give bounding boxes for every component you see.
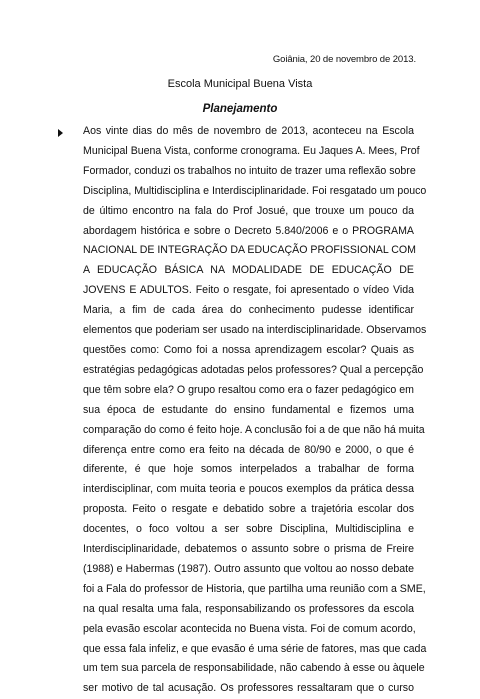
paragraph-line: interdisciplinar, com muita teoria e poucos exemplos da prática dessa: [83, 483, 414, 496]
paragraph-line: Disciplina, Multidisciplina e Interdisciplinaridade. Foi resgatado um pouco: [83, 184, 427, 197]
paragraph-line: sua época de estudante do ensino fundamental e fizemos uma: [83, 403, 414, 416]
paragraph-line: Formador, conduzi os trabalhos no intuito de trazer uma reflexão sobre: [83, 164, 416, 177]
paragraph-line: proposta. Feito o resgate e debatido sobre a trajetória escolar dos: [83, 503, 414, 516]
paragraph-line: diferente, é que hoje somos interpelados a trabalhar de forma: [83, 463, 414, 476]
document-date: Goiânia, 20 de novembro de 2013.: [272, 54, 416, 65]
paragraph-line: na qual resalta uma fala, responsabilizando os professores da escola: [83, 602, 414, 615]
paragraph-line: abordagem histórica e sobre o Decreto 5.840/2006 e o PROGRAMA: [83, 224, 414, 237]
paragraph-line: NACIONAL DE INTEGRAÇÃO DA EDUCAÇÃO PROFISSIONAL COM: [83, 244, 416, 257]
paragraph-line: comparação do como é feito hoje. A conclusão foi a de que não há muita: [83, 423, 425, 436]
paragraph-line: A EDUCAÇÃO BÁSICA NA MODALIDADE DE EDUCAÇÃO DE: [83, 264, 414, 277]
paragraph-line: Municipal Buena Vista, conforme cronograma. Eu Jaques A. Mees, Prof: [83, 144, 420, 157]
paragraph-line: Interdisciplinaridade, debatemos o assunto sobre o prisma de Freire: [83, 543, 414, 556]
paragraph-line: que essa fala infeliz, e que evasão é uma série de fatores, mas que cada: [83, 642, 427, 655]
minutes-paragraph: [83, 122, 427, 699]
paragraph-line: ser motivo de tal acusação. Os professores ressaltaram que o curso: [83, 682, 414, 695]
paragraph-line: diferença entre como era feito na década de 80/90 e 2000, o que é: [83, 443, 414, 456]
paragraph-line: questões como: Como foi a nossa aprendizagem escolar? Quais as: [83, 343, 414, 356]
paragraph-line: de último encontro na fala do Prof Josué, que trouxe um pouco da: [83, 204, 414, 217]
paragraph-line: que têm sobre ela? O grupo resaltou como era o fazer pedagógico em: [83, 383, 414, 396]
paragraph-line: docentes, o foco voltou a ser sobre Disciplina, Multidisciplina e: [83, 523, 414, 536]
paragraph-line: JOVENS E ADULTOS. Feito o resgate, foi apresentado o vídeo Vida: [83, 284, 414, 297]
paragraph-line: um tem sua parcela de responsabilidade, não cabendo à esse ou àquele: [83, 662, 425, 675]
school-name: Escola Municipal Buena Vista: [167, 78, 313, 90]
paragraph-line: Aos vinte dias do mês de novembro de 2013, aconteceu na Escola: [83, 125, 414, 137]
paragraph-line: foi a Fala do professor de Historia, que partilha uma reunião com a SME,: [83, 582, 426, 595]
paragraph-line: Maria, a fim de cada área do conhecimento pudesse identificar: [83, 304, 414, 317]
paragraph-line: (1988) e Habermas (1987). Outro assunto que voltou ao nosso debate: [83, 562, 414, 575]
paragraph-line: pela evasão escolar acontecida no Buena vista. Foi de comum acordo,: [83, 622, 416, 635]
document-title: Planejamento: [202, 103, 278, 115]
bullet-arrow-icon: [58, 129, 63, 137]
paragraph-line: elementos que poderiam ser usado na interdisciplinaridade. Observamos: [83, 324, 427, 337]
paragraph-line: estratégias pedagógicas adotadas pelos professores? Qual a percepção: [83, 363, 424, 376]
